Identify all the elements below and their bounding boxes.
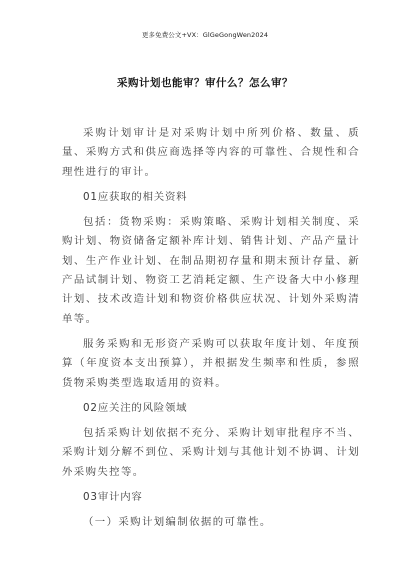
section-heading-02: 02应关注的风险领域 [83, 401, 188, 414]
section-heading-01: 01应获取的相关资料 [83, 190, 188, 203]
paragraph-services: 服务采购和无形资产采购可以获取年度计划、年度预算（年度资本支出预算），并根据发生频率和性质，参照货物采购类型选取适用的资料。 [62, 337, 360, 389]
page-title: 采购计划也能审？审什么？怎么审？ [117, 77, 293, 89]
header-note: 更多免费公文+VX：GlGeGongWen2024 [141, 31, 269, 39]
document-body [62, 124, 360, 533]
paragraph-risks: 包括采购计划依据不充分、采购计划审批程序不当、采购计划分解不到位、采购计划与其他计划不协调、计划外采购失控等。 [62, 427, 360, 478]
paragraph-materials: 包括：货物采购：采购策略、采购计划相关制度、采购计划、物资储备定额补库计划、销售计划、产品产量计划、生产作业计划、在制品期初存量和期末预计存量、新产品试制计划、物资工艺消耗定额、生产设备大中小修理计划、技术改造计划和物资价格供应状况、计划外采购清单等。 [62, 216, 360, 325]
section-heading-03: 03审计内容 [83, 491, 143, 504]
paragraph-intro: 采购计划审计是对采购计划中所列价格、数量、质量、采购方式和供应商选择等内容的可靠性、合规性和合理性进行的审计。 [62, 127, 360, 178]
paragraph-audit-item-1: （一）采购计划编制依据的可靠性。 [83, 516, 272, 529]
